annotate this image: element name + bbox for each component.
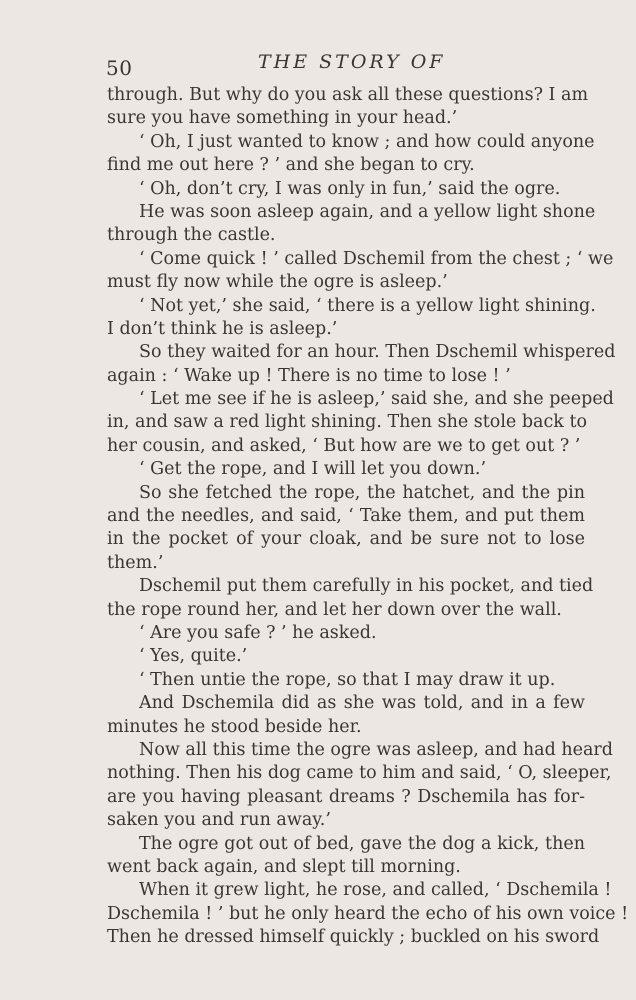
- text-line: Dschemila ! ’ but he only heard the echo of his own voice !: [107, 903, 629, 924]
- text-line: Dschemil put them carefully in his pocket, and tied: [139, 576, 594, 597]
- text-line: Now all this time the ogre was asleep, and had heard: [139, 739, 613, 760]
- text-line: in, and saw a red light shining. Then she stole back to: [107, 412, 588, 433]
- text-line: through the castle.: [107, 225, 276, 246]
- text-line: And Dschemila did as she was told, and in a few: [139, 693, 585, 714]
- text-line: ‘ Come quick ! ’ called Dschemil from the chest ; ‘ we: [139, 248, 614, 269]
- text-line: nothing. Then his dog came to him and said, ‘ O, sleeper,: [107, 763, 612, 784]
- text-line: ‘ Oh, don’t cry, I was only in fun,’ said the ogre.: [139, 178, 561, 199]
- text-line: them.’: [107, 552, 164, 573]
- text-line: So they waited for an hour. Then Dschemil whispered: [139, 342, 616, 363]
- text-line: saken you and run away.’: [107, 810, 331, 831]
- text-line: through. But why do you ask all these questions? I am: [107, 85, 589, 105]
- text-line: Then he dressed himself quickly ; buckled on his sword: [107, 927, 600, 948]
- body-text: [107, 84, 629, 949]
- text-line: The ogre got out of bed, gave the dog a kick, then: [139, 833, 585, 854]
- text-line: went back again, and slept till morning.: [107, 856, 461, 877]
- text-line: again : ‘ Wake up ! There is no time to lose ! ’: [107, 365, 511, 386]
- text-line: in the pocket of your cloak, and be sure not to lose: [107, 529, 585, 550]
- text-line: ‘ Not yet,’ she said, ‘ there is a yellow light shining.: [139, 295, 596, 316]
- text-line: ‘ Oh, I just wanted to know ; and how could anyone: [139, 131, 595, 152]
- text-line: and the needles, and said, ‘ Take them, and put them: [107, 506, 585, 527]
- text-line: ‘ Then untie the rope, so that I may draw it up.: [139, 669, 556, 690]
- text-line: So she fetched the rope, the hatchet, and the pin: [139, 482, 585, 503]
- text-line: He was soon asleep again, and a yellow light shone: [139, 201, 596, 222]
- text-line: When it grew light, he rose, and called, ‘ Dschemila !: [139, 880, 612, 901]
- running-title: THE STORY OF: [258, 51, 446, 73]
- text-line: ‘ Yes, quite.’: [139, 646, 248, 667]
- text-line: ‘ Let me see if he is asleep,’ said she, and she peeped: [139, 389, 614, 410]
- text-line: the rope round her, and let her down over the wall.: [107, 599, 562, 620]
- text-line: are you having pleasant dreams ? Dschemila has for-: [107, 786, 585, 807]
- page-number: 50: [106, 56, 133, 80]
- text-line: minutes he stood beside her.: [107, 716, 362, 737]
- text-line: ‘ Get the rope, and I will let you down.’: [139, 459, 487, 480]
- text-line: ‘ Are you safe ? ’ he asked.: [139, 622, 377, 643]
- text-line: her cousin, and asked, ‘ But how are we to get out ? ’: [107, 435, 581, 456]
- text-line: find me out here ? ’ and she began to cry.: [107, 155, 475, 176]
- text-line: must fly now while the ogre is asleep.’: [107, 272, 448, 293]
- text-line: I don’t think he is asleep.’: [107, 318, 338, 339]
- text-line: sure you have something in your head.’: [107, 108, 458, 129]
